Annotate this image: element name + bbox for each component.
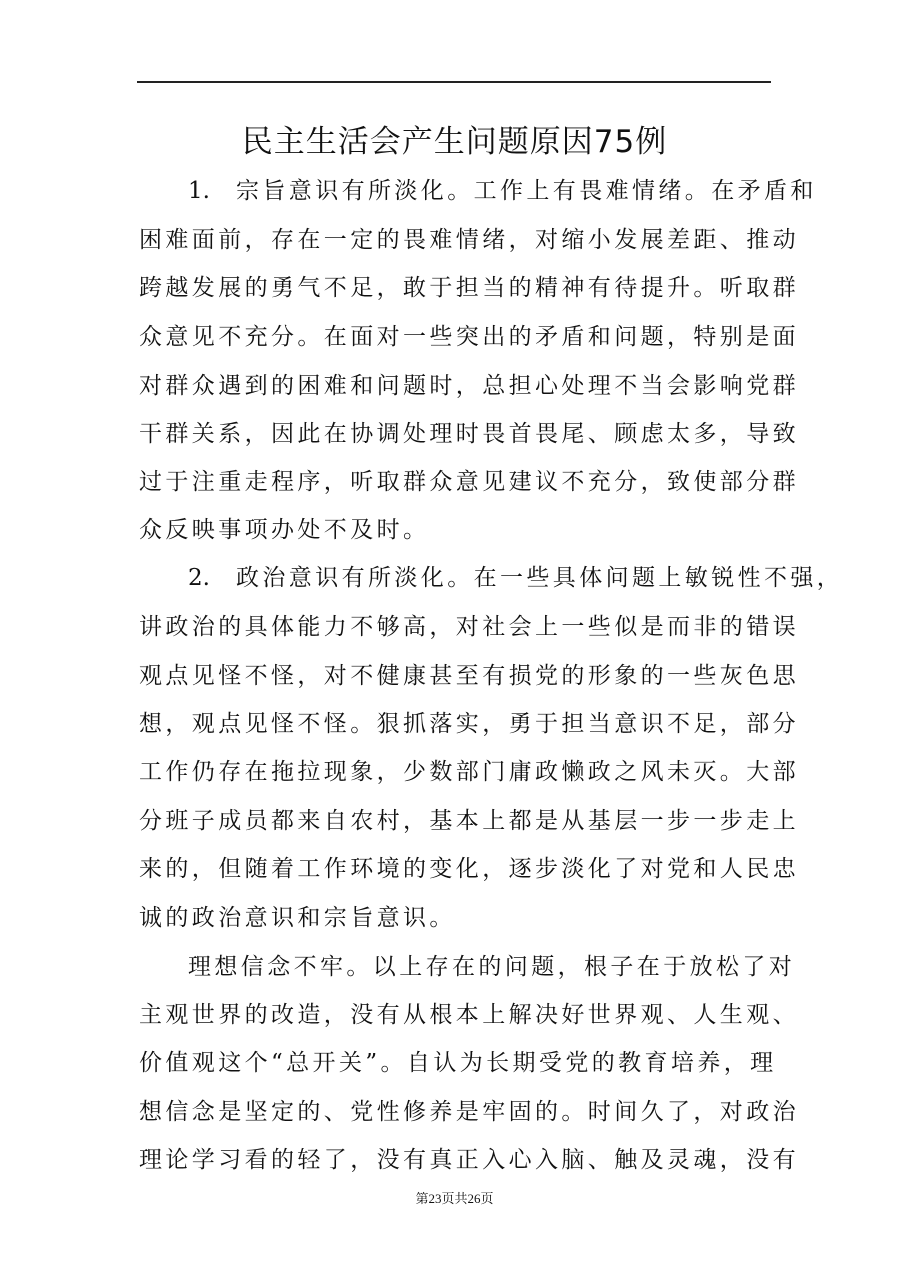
line-text: 宗旨意识有所淡化。工作上有畏难情绪。在矛盾和 <box>236 178 817 204</box>
paragraph-line: 价值观这个“总开关”。自认为长期受党的教育培养，理 <box>139 1050 777 1076</box>
paragraph-line: 理论学习看的轻了，没有真正入心入脑、触及灵魂，没有 <box>139 1147 799 1173</box>
paragraph-line: 来的，但随着工作环境的变化，逐步淡化了对党和人民忠 <box>139 856 799 882</box>
paragraph-line <box>188 176 817 206</box>
paragraph-line <box>188 563 844 593</box>
paragraph-line: 困难面前，存在一定的畏难情绪，对缩小发展差距、推动 <box>139 227 799 253</box>
paragraph-line: 理想信念不牢。以上存在的问题，根子在于放松了对 <box>188 954 796 980</box>
paragraph-line: 众意见不充分。在面对一些突出的矛盾和问题，特别是面 <box>139 324 799 350</box>
paragraph-line: 跨越发展的勇气不足，敢于担当的精神有待提升。听取群 <box>139 275 799 301</box>
paragraph-line: 过于注重走程序，听取群众意见建议不充分，致使部分群 <box>139 469 799 495</box>
paragraph-line: 想，观点见怪不怪。狠抓落实，勇于担当意识不足，部分 <box>139 711 799 737</box>
list-number: 2. <box>188 565 210 591</box>
paragraph-line: 工作仍存在拖拉现象，少数部门庸政懒政之风未灭。大部 <box>139 759 799 785</box>
list-number: 1. <box>188 178 210 204</box>
paragraph-line: 众反映事项办处不及时。 <box>139 517 430 543</box>
paragraph-line: 对群众遇到的困难和问题时，总担心处理不当会影响党群 <box>139 373 799 399</box>
header-rule <box>137 81 771 83</box>
line-text: 政治意识有所淡化。在一些具体问题上敏锐性不强， <box>236 565 844 591</box>
paragraph-line: 想信念是坚定的、党性修养是牢固的。时间久了，对政治 <box>139 1099 799 1125</box>
page-footer: 第23页共26页 <box>415 1191 494 1206</box>
paragraph-line: 观点见怪不怪，对不健康甚至有损党的形象的一些灰色思 <box>139 663 799 689</box>
paragraph-line: 主观世界的改造，没有从根本上解决好世界观、人生观、 <box>139 1002 799 1028</box>
paragraph-line: 诚的政治意识和宗旨意识。 <box>139 905 456 931</box>
paragraph-line: 干群关系，因此在协调处理时畏首畏尾、顾虑太多，导致 <box>139 421 799 447</box>
paragraph-line: 讲政治的具体能力不够高，对社会上一些似是而非的错误 <box>139 614 799 640</box>
paragraph-line: 分班子成员都来自农村，基本上都是从基层一步一步走上 <box>139 808 799 834</box>
page-title: 民主生活会产生问题原因75例 <box>241 124 668 160</box>
